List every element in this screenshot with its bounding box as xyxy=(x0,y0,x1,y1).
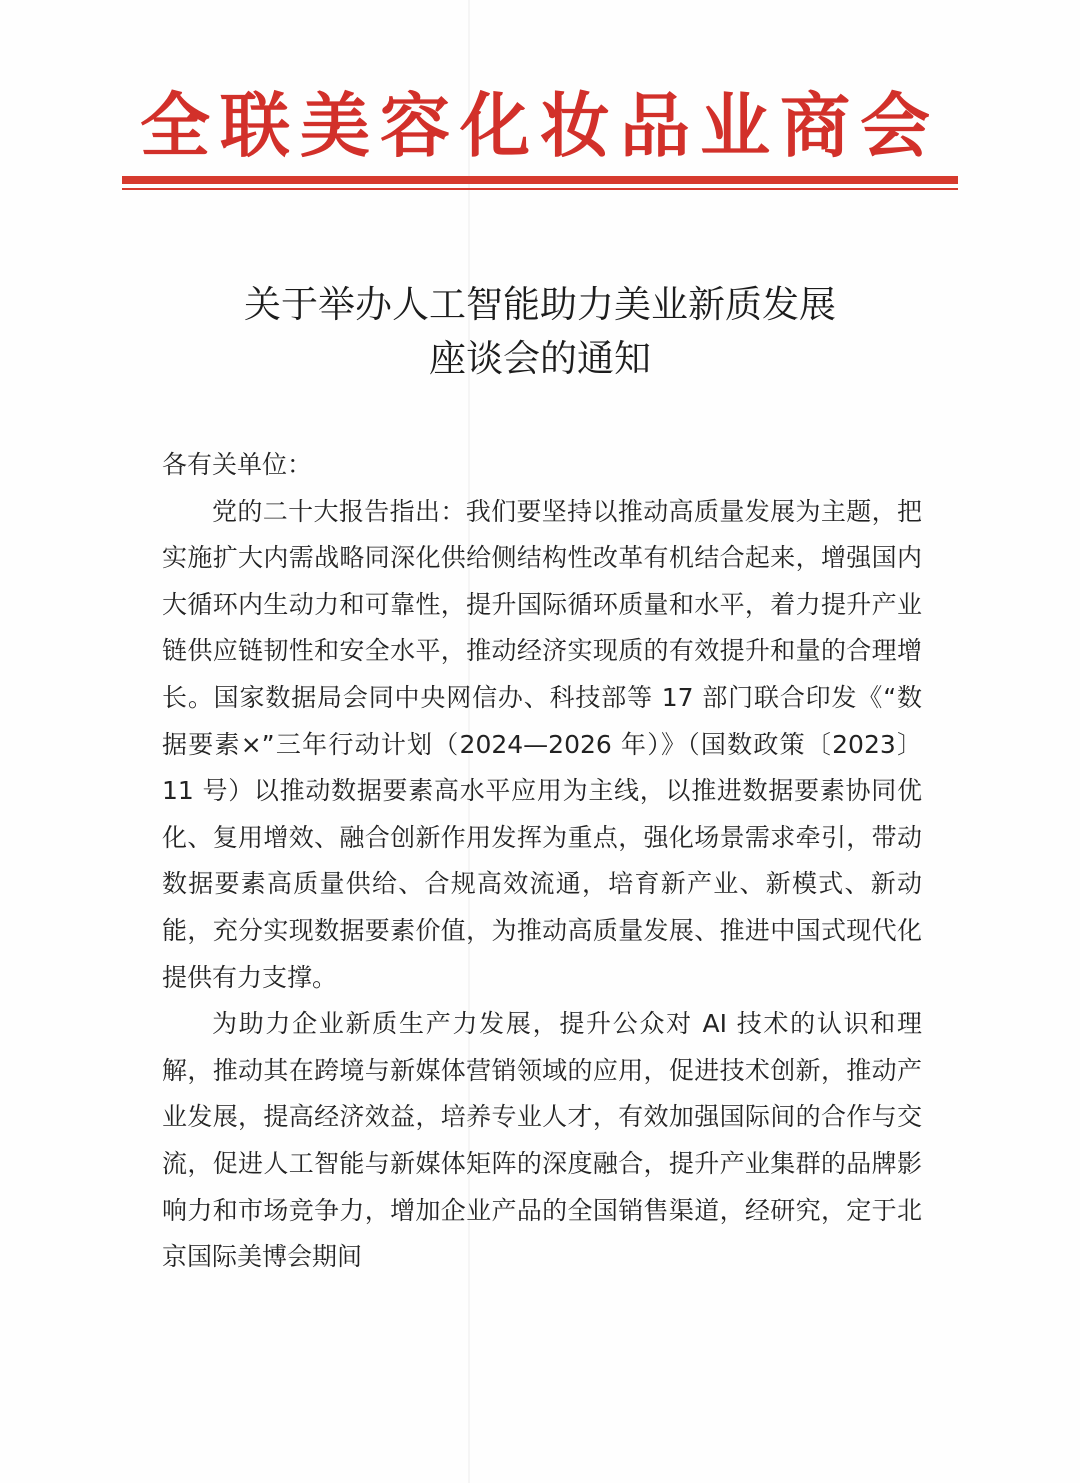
body-paragraph-2: 为助力企业新质生产力发展，提升公众对 AI 技术的认识和理解，推动其在跨境与新媒体营销领域的应用，促进技术创新，推动产业发展，提高经济效益，培养专业人才，有效加强国际间的合作与交流，促进人工智能与新媒体矩阵的深度融合，提升产业集群的品牌影响力和市场竞争力，增加企业产品的全国销售渠道，经研究，定于北京国际美博会期间 xyxy=(162,1009,922,1272)
notice-body xyxy=(162,442,922,1281)
notice-title-line-1: 关于举办人工智能助力美业新质发展 xyxy=(244,283,836,326)
salutation: 各有关单位： xyxy=(162,450,313,479)
notice-title-line-2: 座谈会的通知 xyxy=(429,337,651,380)
letterhead-org-name: 全联美容化妆品业商会 xyxy=(140,85,940,167)
notice-title xyxy=(120,278,960,386)
letterhead-red-rule xyxy=(122,176,958,184)
body-paragraph-1: 党的二十大报告指出：我们要坚持以推动高质量发展为主题，把实施扩大内需战略同深化供给侧结构性改革有机结合起来，增强国内大循环内生动力和可靠性，提升国际循环质量和水平，着力提升产业链供应链韧性和安全水平，推动经济实现质的有效提升和量的合理增长。国家数据局会同中央网信办、科技部等 17 部门联合印发《“数据要素×”三年行动计划（2024—2026 年）》（国数政策〔2023〕11 号）以推动数据要素高水平应用为主线，以推进数据要素协同优化、复用增效、融合创新作用发挥为重点，强化场景需求牵引，带动数据要素高质量供给、合规高效流通，培育新产业、新模式、新动能，充分实现数据要素价值，为推动高质量发展、推进中国式现代化提供有力支撑。 xyxy=(162,496,922,992)
letterhead-red-rule-thin xyxy=(122,188,958,190)
